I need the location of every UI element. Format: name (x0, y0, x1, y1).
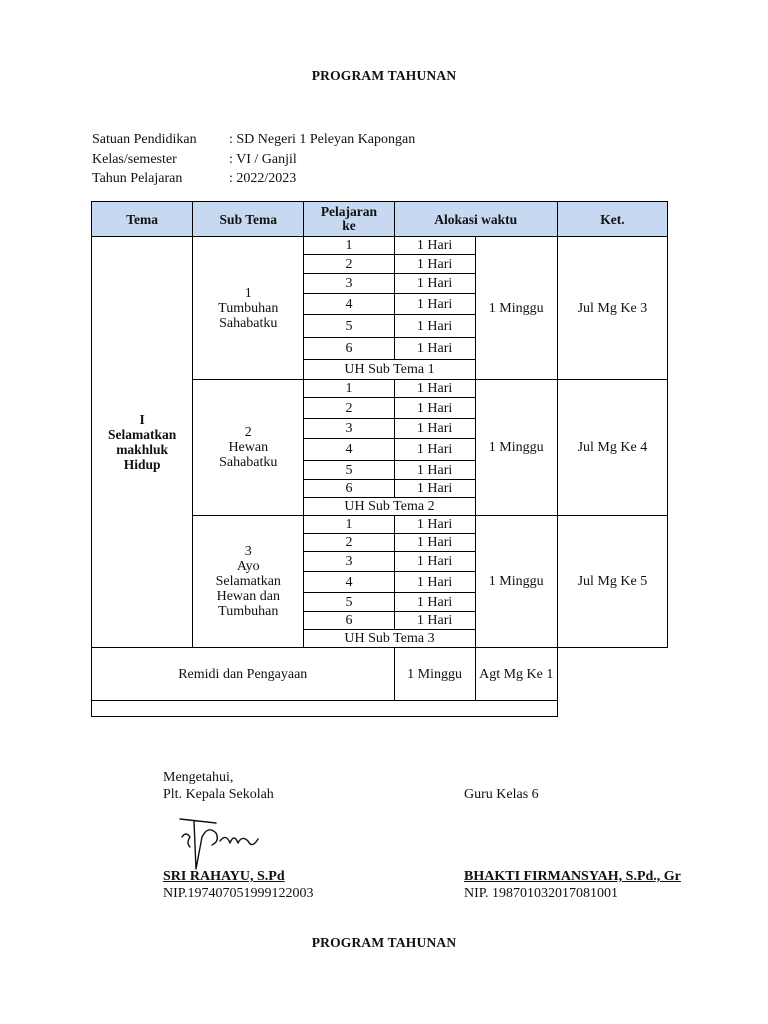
lesson-time: 1 Hari (394, 439, 475, 461)
info-row-school (92, 132, 415, 152)
lesson-time: 1 Hari (394, 534, 475, 552)
lesson-time: 1 Hari (394, 516, 475, 534)
lesson-number: 6 (304, 612, 394, 630)
lesson-number: 4 (304, 572, 394, 593)
header-ket: Ket. (557, 202, 667, 237)
info-value: : SD Negeri 1 Peleyan Kapongan (229, 132, 416, 147)
lesson-time: 1 Hari (394, 398, 475, 419)
lesson-number: 2 (304, 534, 394, 552)
subtema-cell (193, 516, 304, 648)
lesson-time: 1 Hari (394, 237, 475, 255)
signature-block-right (464, 787, 539, 804)
subtema-line: 1 (244, 285, 252, 301)
alokasi-cell: 1 Minggu (475, 237, 557, 380)
lesson-number: 3 (304, 274, 394, 294)
alokasi-cell: 1 Minggu (475, 516, 557, 648)
sig-position: Plt. Kepala Sekolah (163, 787, 274, 802)
info-value: : 2022/2023 (229, 171, 297, 186)
tema-line: Hidup (123, 457, 161, 472)
info-label: Kelas/semester (92, 151, 177, 167)
tema-cell (92, 237, 193, 648)
table-header-row (92, 202, 668, 237)
official-right (464, 869, 681, 903)
subtema-cell (193, 237, 304, 380)
alokasi-cell: 1 Minggu (475, 380, 557, 516)
lesson-number: 5 (304, 593, 394, 612)
subtema-line: Sahabatku (219, 315, 278, 331)
table-row-empty (92, 701, 668, 717)
lesson-number: 4 (304, 294, 394, 315)
info-value: : VI / Ganjil (229, 151, 297, 167)
lesson-number: 3 (304, 552, 394, 572)
tema-line: makhluk (116, 442, 168, 457)
lesson-number: 6 (304, 338, 394, 360)
uh-cell: UH Sub Tema 3 (304, 630, 475, 648)
signature-block-left (163, 770, 274, 804)
empty-cell (92, 701, 558, 717)
lesson-number: 5 (304, 315, 394, 338)
remidi-label: Remidi dan Pengayaan (92, 648, 395, 701)
lesson-time: 1 Hari (394, 572, 475, 593)
uh-cell: UH Sub Tema 2 (304, 498, 475, 516)
lesson-time: 1 Hari (394, 593, 475, 612)
school-info (92, 132, 415, 191)
info-label: Tahun Pelajaran (92, 171, 183, 186)
subtema-line: Selamatkan (215, 574, 281, 589)
table-row-remidi (92, 648, 668, 701)
lesson-number: 1 (304, 516, 394, 534)
header-alokasi: Alokasi waktu (394, 202, 557, 237)
lesson-number: 2 (304, 398, 394, 419)
uh-cell: UH Sub Tema 1 (304, 360, 475, 380)
lesson-number: 4 (304, 439, 394, 461)
lesson-time: 1 Hari (394, 338, 475, 360)
ket-cell: Agt Mg Ke 1 (475, 648, 557, 701)
teacher-name: BHAKTI FIRMANSYAH, S.Pd., Gr (464, 869, 681, 884)
lesson-time: 1 Hari (394, 315, 475, 338)
tema-line: I (139, 412, 145, 427)
subtema-line: Sahabatku (219, 455, 278, 470)
alokasi-cell: 1 Minggu (394, 648, 475, 701)
lesson-time: 1 Hari (394, 612, 475, 630)
info-label: Satuan Pendidikan (92, 132, 197, 147)
header-lesson-line: Pelajaran (320, 204, 378, 219)
teacher-nip: NIP. 198701032017081001 (464, 886, 619, 901)
header-lesson-line: ke (342, 218, 356, 233)
lesson-time: 1 Hari (394, 255, 475, 274)
lesson-time: 1 Hari (394, 461, 475, 480)
subtema-line: Tumbuhan (218, 300, 279, 316)
lesson-number: 1 (304, 237, 394, 255)
sig-position: Guru Kelas 6 (464, 787, 539, 802)
footer-title: PROGRAM TAHUNAN (311, 935, 457, 950)
principal-name: SRI RAHAYU, S.Pd (163, 869, 285, 884)
ket-cell: Jul Mg Ke 5 (557, 516, 667, 648)
header-tema: Tema (92, 202, 193, 237)
subtema-line: Ayo (236, 559, 260, 574)
lesson-number: 5 (304, 461, 394, 480)
ket-cell: Jul Mg Ke 4 (557, 380, 667, 516)
lesson-time: 1 Hari (394, 419, 475, 439)
sig-acknowledge: Mengetahui, (163, 770, 234, 785)
principal-nip: NIP.197407051999122003 (163, 886, 314, 901)
subtema-line: Tumbuhan (218, 604, 279, 619)
subtema-line: Hewan dan (216, 589, 280, 604)
header-lesson (304, 202, 394, 237)
lesson-time: 1 Hari (394, 380, 475, 398)
program-table (91, 201, 668, 717)
lesson-time: 1 Hari (394, 294, 475, 315)
info-row-class (92, 152, 415, 172)
subtema-line: Hewan (228, 440, 269, 455)
lesson-number: 3 (304, 419, 394, 439)
subtema-line: 3 (244, 544, 252, 559)
page-title: PROGRAM TAHUNAN (311, 68, 457, 83)
lesson-number: 1 (304, 380, 394, 398)
tema-line: Selamatkan (107, 427, 177, 442)
lesson-time: 1 Hari (394, 274, 475, 294)
official-left (163, 869, 314, 903)
lesson-number: 6 (304, 480, 394, 498)
lesson-time: 1 Hari (394, 480, 475, 498)
subtema-line: 2 (244, 425, 252, 440)
ket-cell: Jul Mg Ke 3 (557, 237, 667, 380)
header-subtema: Sub Tema (193, 202, 304, 237)
subtema-cell (193, 380, 304, 516)
lesson-number: 2 (304, 255, 394, 274)
lesson-time: 1 Hari (394, 552, 475, 572)
table-row (92, 237, 668, 255)
signature-icon (176, 815, 266, 873)
info-row-year (92, 171, 415, 191)
